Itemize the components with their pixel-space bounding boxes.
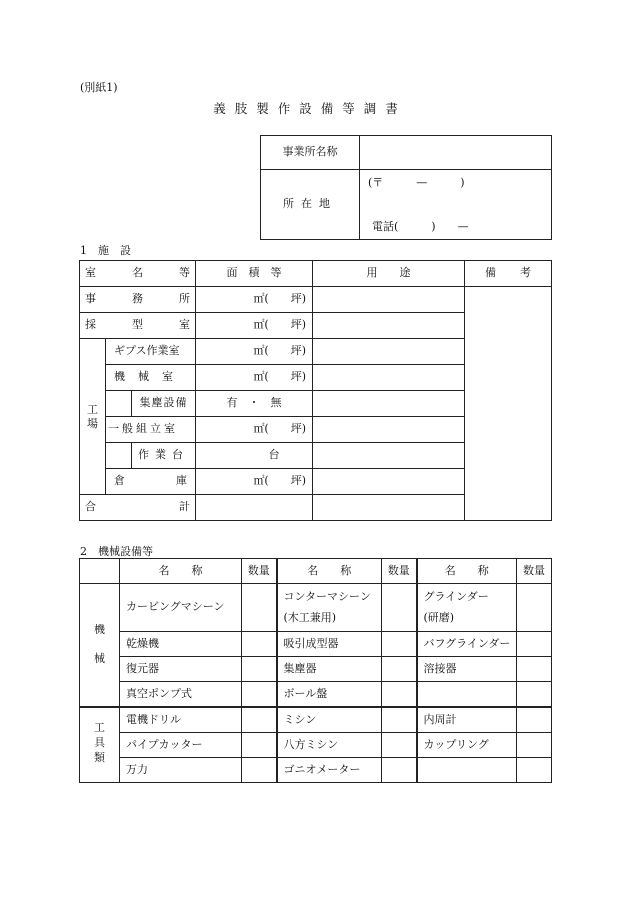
header-area: 面 積 等 [196,261,313,287]
area-cell[interactable]: ㎡( 坪) [196,287,313,313]
tool-name: 八方ミシン [277,733,382,758]
header-name-2: 名 称 [277,559,382,584]
qty-cell[interactable] [242,632,277,657]
attachment-note: (別紙1) [80,81,118,94]
row-office: 事 務 所 ㎡( 坪) [80,287,552,313]
machine-name: 集塵器 [277,657,382,682]
tool-name: 内周計 [417,707,517,733]
qty-cell[interactable] [382,733,417,758]
workbench-count[interactable]: 台 [196,443,313,469]
office-info-table [260,135,552,240]
use-cell[interactable] [313,391,465,417]
use-cell[interactable] [313,495,465,521]
tool-row [80,707,552,733]
row-machine-room: 機 械 室 ㎡( 坪) [80,365,552,391]
use-cell[interactable] [313,313,465,339]
facilities-header-row [80,261,552,287]
qty-cell[interactable] [382,632,417,657]
row-casting: 採 型 室 ㎡( 坪) [80,313,552,339]
machine-name: 吸引成型器 [277,632,382,657]
qty-cell[interactable] [382,758,417,783]
machine-row [80,657,552,682]
qty-cell[interactable] [382,657,417,682]
machine-row [80,682,552,708]
dust-presence-choice[interactable]: 有 ・ 無 [196,391,313,417]
qty-cell[interactable] [517,733,552,758]
qty-cell[interactable] [517,632,552,657]
postal-code-line: (〒 — ) [368,176,465,189]
header-qty-1: 数量 [242,559,277,584]
header-name-1: 名 称 [120,559,242,584]
address-label: 所在地 [261,170,360,240]
machine-name: 真空ポンプ式 [120,682,242,708]
qty-cell[interactable] [242,733,277,758]
remarks-cell[interactable] [465,287,552,521]
tool-row [80,733,552,758]
area-cell[interactable]: ㎡( 坪) [196,313,313,339]
document-title: 義肢製作設備等調書 [213,101,407,116]
use-cell[interactable] [313,365,465,391]
row-warehouse: 倉 庫 ㎡( 坪) [80,469,552,495]
qty-cell[interactable] [517,758,552,783]
qty-cell[interactable] [242,584,277,632]
facilities-table [79,260,552,521]
address-field[interactable] [360,170,552,240]
use-cell[interactable] [313,443,465,469]
qty-cell[interactable] [517,682,552,708]
header-qty-2: 数量 [382,559,417,584]
row-total: 合 計 [80,495,552,521]
workbench-label: 作業台 [132,443,196,469]
category-machines: 機械 [80,584,120,708]
header-name-3: 名 称 [417,559,517,584]
qty-cell[interactable] [382,682,417,708]
qty-cell[interactable] [242,707,277,733]
tool-name: 電機ドリル [120,707,242,733]
tool-name: カップリング [417,733,517,758]
use-cell[interactable] [313,417,465,443]
machine-row [80,584,552,632]
machine-name: 復元器 [120,657,242,682]
machine-name: 乾燥機 [120,632,242,657]
machine-name [417,682,517,708]
phone-line: 電話( ) — [372,219,469,233]
header-qty-3: 数量 [517,559,552,584]
area-cell[interactable]: ㎡( 坪) [196,417,313,443]
machine-row [80,632,552,657]
use-cell[interactable] [313,469,465,495]
header-room: 室 名 等 [85,266,191,280]
gips-room-label: ギプス作業室 [106,339,196,365]
machine-name: カービングマシーン [120,584,242,632]
machine-name: グラインダー (研磨) [417,584,517,632]
office-name-field[interactable] [360,136,552,170]
tool-name: パイプカッター [120,733,242,758]
section-facilities-title: 1 施 設 [80,244,131,257]
area-cell[interactable]: ㎡( 坪) [196,469,313,495]
tool-row [80,758,552,783]
use-cell[interactable] [313,339,465,365]
area-cell[interactable]: ㎡( 坪) [196,339,313,365]
qty-cell[interactable] [517,584,552,632]
tool-name: 万力 [120,758,242,783]
header-remarks: 備 考 [485,266,532,280]
assembly-room-label: 一般組立室 [106,417,196,443]
header-use: 用 途 [313,261,465,287]
factory-label: 工場 [80,339,106,495]
qty-cell[interactable] [242,758,277,783]
section-machinery-title: 2 機械設備等 [80,545,153,558]
dust-equipment-label: 集塵設備 [132,391,196,417]
tool-name: ミシン [277,707,382,733]
qty-cell[interactable] [242,682,277,708]
qty-cell[interactable] [382,707,417,733]
office-name-label: 事業所名称 [261,136,360,170]
qty-cell[interactable] [242,657,277,682]
machine-name: 溶接器 [417,657,517,682]
machinery-table [79,558,552,783]
machinery-header-row [80,559,552,584]
machine-name: ボール盤 [277,682,382,708]
machine-name: バフグラインダー [417,632,517,657]
qty-cell[interactable] [517,707,552,733]
tool-name: ゴニオメーター [277,758,382,783]
area-cell[interactable]: ㎡( 坪) [196,365,313,391]
qty-cell[interactable] [517,657,552,682]
qty-cell[interactable] [382,584,417,632]
use-cell[interactable] [313,287,465,313]
tool-name [417,758,517,783]
total-area-cell[interactable] [196,495,313,521]
machine-name: コンターマシーン (木工兼用) [277,584,382,632]
category-tools: 工具類 [80,707,120,783]
